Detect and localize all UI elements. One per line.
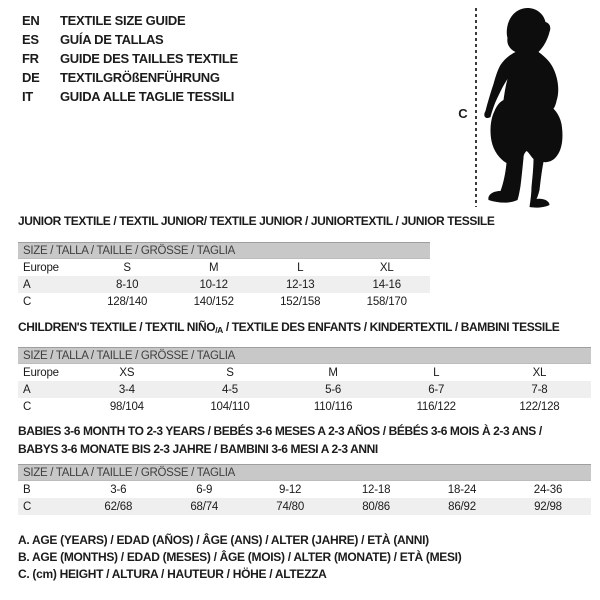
row-label: C (23, 295, 32, 308)
table-cell: 152/158 (280, 295, 321, 308)
language-code: ES (22, 32, 39, 47)
title-subscript: /A (215, 325, 223, 335)
table-cell: 12-18 (361, 483, 391, 496)
footnotes (18, 533, 461, 584)
table-cell: XL (379, 261, 394, 274)
junior-size-table (18, 242, 430, 310)
table-cell: S (226, 366, 234, 379)
children-section-title (18, 320, 559, 335)
table-cell: 86/92 (448, 500, 476, 513)
table-row (18, 293, 430, 310)
title-text: CHILDREN'S TEXTILE / TEXTIL NIÑO (18, 320, 216, 334)
table-cell: M (208, 261, 219, 274)
table-row (18, 364, 591, 381)
table-row (18, 381, 591, 398)
footnote-a: A. AGE (YEARS) / EDAD (AÑOS) / ÂGE (ANS) / ALTER (JAHRE) / ETÀ (ANNI) (18, 533, 429, 547)
table-cell: 8-10 (116, 278, 139, 291)
table-cell: XS (119, 366, 135, 379)
language-title: TEXTILGRÖßENFÜHRUNG (60, 70, 220, 85)
language-row (22, 30, 238, 49)
table-cell: M (328, 366, 338, 379)
title-line-2: BABYS 3-6 MONATE BIS 2-3 JAHRE / BAMBINI 3-6 MESI A 2-3 ANNI (18, 442, 378, 456)
row-label: Europe (23, 366, 59, 379)
row-label: A (23, 383, 31, 396)
language-code: FR (22, 51, 39, 66)
table-cell: 12-13 (285, 278, 315, 291)
table-cell: 24-36 (533, 483, 563, 496)
table-cell: 116/122 (416, 400, 456, 413)
table-row (18, 498, 591, 515)
size-header-bar: SIZE / TALLA / TAILLE / GRÖSSE / TAGLIA (18, 464, 591, 481)
language-code: EN (22, 13, 40, 28)
table-cell: 122/128 (519, 400, 560, 413)
language-title: GUÍA DE TALLAS (60, 32, 164, 47)
table-cell: 92/98 (534, 500, 562, 513)
table-cell: 98/104 (109, 400, 144, 413)
table-cell: 62/68 (104, 500, 133, 513)
language-code: IT (22, 89, 33, 104)
row-label: A (23, 278, 31, 291)
language-title: GUIDE DES TAILLES TEXTILE (60, 51, 238, 66)
row-label: Europe (23, 261, 59, 274)
table-cell: 7-8 (531, 383, 548, 396)
table-cell: 68/74 (190, 500, 219, 513)
table-row (18, 276, 430, 293)
table-cell: 104/110 (210, 400, 250, 413)
babies-section-title (18, 422, 542, 458)
table-cell: S (123, 261, 131, 274)
language-row (22, 49, 238, 68)
size-header-bar: SIZE / TALLA / TAILLE / GRÖSSE / TAGLIA (18, 242, 430, 259)
table-cell: 4-5 (221, 383, 238, 396)
table-cell: XL (532, 366, 547, 379)
table-cell: 10-12 (199, 278, 228, 291)
table-cell: 3-6 (110, 483, 127, 496)
table-row (18, 481, 591, 498)
junior-section-title: JUNIOR TEXTILE / TEXTIL JUNIOR/ TEXTILE JUNIOR / JUNIORTEXTIL / JUNIOR TESSILE (18, 214, 495, 228)
row-label: C (23, 400, 32, 413)
height-measure-line (475, 8, 477, 207)
table-cell: 3-4 (118, 383, 135, 396)
table-cell: L (297, 261, 304, 274)
row-label: B (23, 483, 31, 496)
table-cell: 128/140 (107, 295, 148, 308)
language-row (22, 11, 238, 30)
babies-size-table (18, 464, 591, 515)
table-cell: 18-24 (447, 483, 477, 496)
table-cell: 158/170 (366, 295, 407, 308)
language-title: GUIDA ALLE TAGLIE TESSILI (60, 89, 235, 104)
table-cell: 140/152 (193, 295, 234, 308)
table-cell: 9-12 (279, 483, 302, 496)
table-cell: 6-7 (428, 383, 445, 396)
size-header-bar: SIZE / TALLA / TAILLE / GRÖSSE / TAGLIA (18, 347, 591, 364)
language-title: TEXTILE SIZE GUIDE (60, 13, 186, 28)
table-cell: 5-6 (325, 383, 342, 396)
table-cell: 6-9 (196, 483, 213, 496)
table-cell: L (433, 366, 440, 379)
table-row (18, 259, 430, 276)
toddler-silhouette-icon (479, 7, 578, 209)
table-cell: 14-16 (372, 278, 401, 291)
language-row (22, 68, 238, 87)
height-measure-label: C (458, 106, 468, 121)
footnote-b: B. AGE (MONTHS) / EDAD (MESES) / ÂGE (MOIS) / ALTER (MONATE) / ETÀ (MESI) (18, 550, 462, 564)
language-row (22, 87, 238, 106)
title-text: / TEXTILE DES ENFANTS / KINDERTEXTIL / BAMBINI TESSILE (222, 320, 560, 334)
table-cell: 80/86 (362, 500, 390, 513)
language-title-list (22, 11, 238, 106)
language-code: DE (22, 70, 40, 85)
table-cell: 110/116 (313, 400, 353, 413)
table-row (18, 398, 591, 415)
footnote-c: C. (cm) HEIGHT / ALTURA / HAUTEUR / HÖHE / ALTEZZA (18, 567, 327, 581)
children-size-table (18, 347, 591, 415)
table-cell: 74/80 (276, 500, 305, 513)
row-label: C (23, 500, 32, 513)
title-line-1: BABIES 3-6 MONTH TO 2-3 YEARS / BEBÉS 3-6 MESES A 2-3 AÑOS / BÉBÉS 3-6 MOIS À 2-3 ANS / (18, 424, 542, 438)
